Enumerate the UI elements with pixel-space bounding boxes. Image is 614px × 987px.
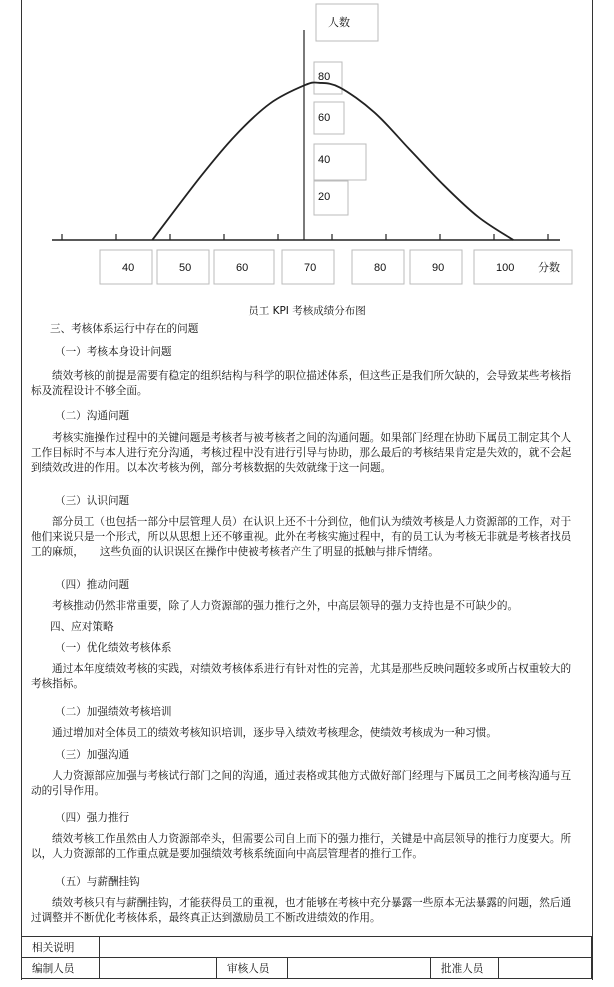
x-tick-label: 40 xyxy=(122,262,135,274)
paragraph: 绩效考核工作虽然由人力资源部牵头，但需要公司自上而下的强力推行，关键是中高层领导的推行力度要大。所以，人力资源部的工作重点就是要加强绩效考核系统面向中高层管理者的推行工作。 xyxy=(31,833,572,860)
related-notes-field[interactable] xyxy=(100,937,592,958)
x-tick-label: 100 xyxy=(496,262,515,274)
paragraph: 人力资源部应加强与考核试行部门之间的沟通，通过表格或其他方式做好部门经理与下属员工之间考核沟通与互动的引导作用。 xyxy=(31,770,572,797)
x-axis-label: 分数 xyxy=(538,261,560,274)
subsection-heading: （一）考核本身设计问题 xyxy=(55,346,172,358)
subsection-heading: （二）沟通问题 xyxy=(55,410,130,422)
paragraph: 部分员工（也包括一部分中层管理人员）在认识上还不十分到位，他们认为绩效考核是人力资源部的工作，对于他们来说只是一个形式，所以从思想上还不够重视。此外在考核实施过程中，有的员工认为考核无非就是考核者找员工的麻烦， 这些负面的认识误区在操作中使被考核者产生了明显的抵触与排斥情绪。 xyxy=(31,516,572,558)
paragraph: 考核推动仍然非常重要，除了人力资源部的强力推行之外，中高层领导的强力支持也是不可缺少的。 xyxy=(52,600,519,612)
y-tick-label: 60 xyxy=(318,112,331,124)
paragraph: 通过增加对全体员工的绩效考核知识培训，逐步导入绩效考核理念，使绩效考核成为一种习惯。 xyxy=(52,727,497,739)
subsection-heading: （五）与薪酬挂钩 xyxy=(55,876,140,888)
subsection-heading: （四）推动问题 xyxy=(55,579,130,591)
x-tick-label: 80 xyxy=(374,262,387,274)
subsection-heading: （一）优化绩效考核体系 xyxy=(55,642,172,654)
y-tick-label: 20 xyxy=(318,191,331,203)
paragraph: 通过本年度绩效考核的实践，对绩效考核体系进行有针对性的完善，尤其是那些反映问题较多或所占权重较大的考核指标。 xyxy=(31,663,572,690)
chart-caption: 员工 KPI 考核成绩分布图 xyxy=(248,305,366,317)
y-tick-label: 80 xyxy=(318,71,331,83)
x-tick-label: 70 xyxy=(304,262,317,274)
y-axis-label: 人数 xyxy=(328,16,350,29)
editor-label: 编制人员 xyxy=(22,958,100,979)
approver-field[interactable] xyxy=(499,958,592,979)
paragraph: 绩效考核只有与薪酬挂钩，才能获得员工的重视，也才能够在考核中充分暴露一些原本无法暴露的问题，然后通过调整并不断优化考核体系，最终真正达到激励员工不断改进绩效的作用。 xyxy=(31,897,572,924)
approval-table xyxy=(21,936,592,979)
reviewer-label: 审核人员 xyxy=(217,958,288,979)
approver-label: 批准人员 xyxy=(431,958,499,979)
paragraph: 绩效考核的前提是需要有稳定的组织结构与科学的职位描述体系，但这些正是我们所欠缺的，会导致某些考核指标及流程设计不够全面。 xyxy=(31,370,572,397)
distribution-curve xyxy=(152,82,513,240)
section-heading: 四、应对策略 xyxy=(50,621,114,633)
subsection-heading: （三）认识问题 xyxy=(55,495,130,507)
paragraph: 考核实施操作过程中的关键问题是考核者与被考核者之间的沟通问题。如果部门经理在协助下属员工制定其个人工作目标时不与本人进行充分沟通，考核过程中没有进行引导与协助，那么最后的考核结果肯定是失效的，就不会起到绩效改进的作用。以本次考核为例，部分考核数据的失效就缘于这一问题。 xyxy=(31,432,572,474)
score-distribution-chart xyxy=(0,0,614,300)
subsection-heading: （二）加强绩效考核培训 xyxy=(55,706,172,718)
reviewer-field[interactable] xyxy=(288,958,431,979)
related-notes-label: 相关说明 xyxy=(22,937,100,958)
y-tick-label: 40 xyxy=(318,154,331,166)
editor-field[interactable] xyxy=(100,958,217,979)
x-tick-label: 90 xyxy=(432,262,445,274)
x-tick-label: 60 xyxy=(236,262,249,274)
section-heading: 三、考核体系运行中存在的问题 xyxy=(50,323,199,335)
subsection-heading: （四）强力推行 xyxy=(55,812,130,824)
x-tick-label: 50 xyxy=(179,262,192,274)
subsection-heading: （三）加强沟通 xyxy=(55,749,130,761)
